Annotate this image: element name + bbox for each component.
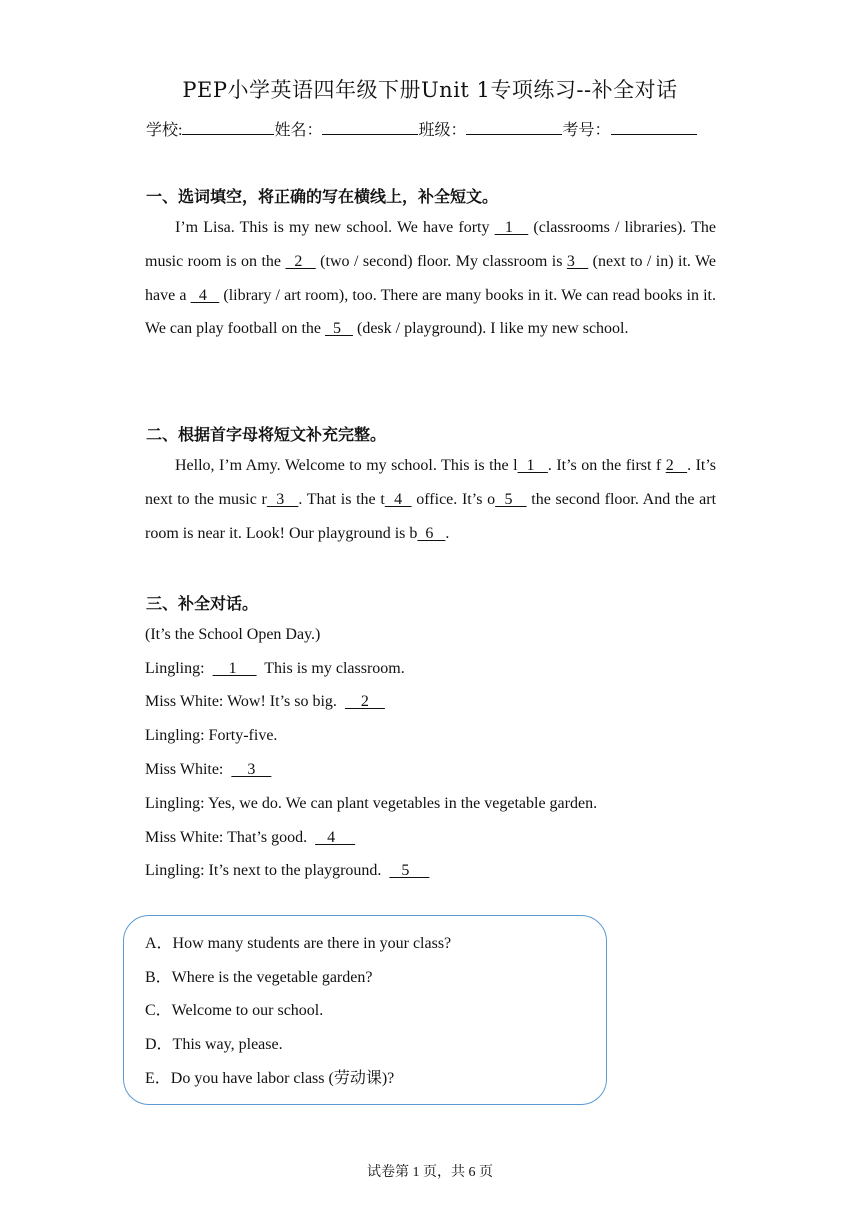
dialogue-text: Lingling: It’s next to the playground. <box>145 862 390 879</box>
dialogue-line <box>145 862 429 880</box>
passage-text: . It’s on the first f <box>547 457 666 474</box>
blank-3[interactable]: 3 <box>566 252 589 270</box>
section3-heading: 三、补全对话。 <box>146 594 259 613</box>
blank-1[interactable]: 1 <box>517 457 548 474</box>
dialogue-text: Miss White: Wow! It’s so big. <box>145 693 345 710</box>
option-e: E．Do you have labor class (劳动课)? <box>145 1070 395 1087</box>
school-blank[interactable] <box>182 120 274 135</box>
section2-passage <box>145 449 716 550</box>
dialogue-text: This is my classroom. <box>256 660 405 677</box>
school-label: 学校: <box>146 122 183 139</box>
passage-text: . It’s next to the music r <box>145 457 717 508</box>
blank-4[interactable]: 4 <box>190 286 220 304</box>
passage-text: (desk / playground). I like my new school. <box>352 320 629 338</box>
section2-heading: 二、根据首字母将短文补充完整。 <box>146 425 387 444</box>
passage-text: the second floor. And the art room is near it. Look! Our playground is b <box>145 490 717 542</box>
section1-heading: 一、选词填空，将正确的写在横线上，补全短文。 <box>146 187 499 206</box>
dialogue-line <box>145 829 355 847</box>
dialogue-text: Lingling: <box>145 660 213 677</box>
passage-text: (next to / in) it. We have a <box>145 252 717 304</box>
dialogue-blank-5[interactable]: 5 <box>389 862 430 879</box>
class-blank[interactable] <box>466 120 562 135</box>
name-blank[interactable] <box>322 120 418 135</box>
blank-3[interactable]: 3 <box>266 490 299 508</box>
passage-text: . <box>445 524 450 542</box>
dialogue-blank-1[interactable]: 1 <box>212 660 257 677</box>
passage-text: Hello, I’m Amy. Welcome to my school. This is the l <box>175 457 518 474</box>
passage-text: I’m Lisa. This is my new school. We have forty <box>175 219 495 236</box>
number-blank[interactable] <box>611 120 697 135</box>
dialogue-line <box>145 727 277 745</box>
dialogue-blank-3[interactable]: 3 <box>231 761 272 778</box>
student-info-line <box>146 117 716 140</box>
page-footer: 试卷第 1 页，共 6 页 <box>367 1165 493 1180</box>
blank-4[interactable]: 4 <box>384 490 412 508</box>
blank-5[interactable]: 5 <box>495 490 527 508</box>
passage-text: (library / art room), too. There are many books in it. We can read books in it. We can play football on the <box>145 286 716 338</box>
dialogue-line <box>145 626 320 644</box>
section1-passage <box>145 211 716 346</box>
passage-text: (classrooms / libraries). The music room is on the <box>145 219 716 270</box>
passage-text: office. It’s o <box>411 490 496 508</box>
passage-text: (two / second) floor. My classroom is <box>315 252 567 270</box>
page-title: PEP小学英语四年级下册Unit 1专项练习--补全对话 <box>182 78 678 102</box>
dialogue-text: (It’s the School Open Day.) <box>145 626 321 643</box>
dialogue-line <box>145 795 597 813</box>
dialogue-line <box>145 693 385 711</box>
dialogue-text: Lingling: Yes, we do. We can plant vegetables in the vegetable garden. <box>145 795 598 812</box>
blank-6[interactable]: 6 <box>417 524 446 542</box>
dialogue-blank-4[interactable]: 4 <box>315 829 356 846</box>
blank-2[interactable]: 2 <box>285 252 316 270</box>
option-a: A．How many students are there in your class? <box>145 935 452 952</box>
blank-5[interactable]: 5 <box>324 320 353 338</box>
option-c: C．Welcome to our school. <box>145 1002 324 1019</box>
option-b: B．Where is the vegetable garden? <box>145 969 373 986</box>
option-d: D．This way, please. <box>145 1036 283 1053</box>
number-label: 考号： <box>562 122 611 139</box>
dialogue-line <box>145 660 405 678</box>
dialogue-line <box>145 761 271 779</box>
dialogue-text: Lingling: Forty-five. <box>145 727 278 744</box>
name-label: 姓名： <box>274 122 323 139</box>
blank-1[interactable]: 1 <box>494 219 529 236</box>
dialogue-text: Miss White: <box>145 761 232 778</box>
dialogue-blank-2[interactable]: 2 <box>344 693 385 710</box>
class-label: 班级： <box>418 122 467 139</box>
passage-text: . That is the t <box>298 490 385 508</box>
dialogue-text: Miss White: That’s good. <box>145 829 316 846</box>
blank-2[interactable]: 2 <box>665 457 688 474</box>
